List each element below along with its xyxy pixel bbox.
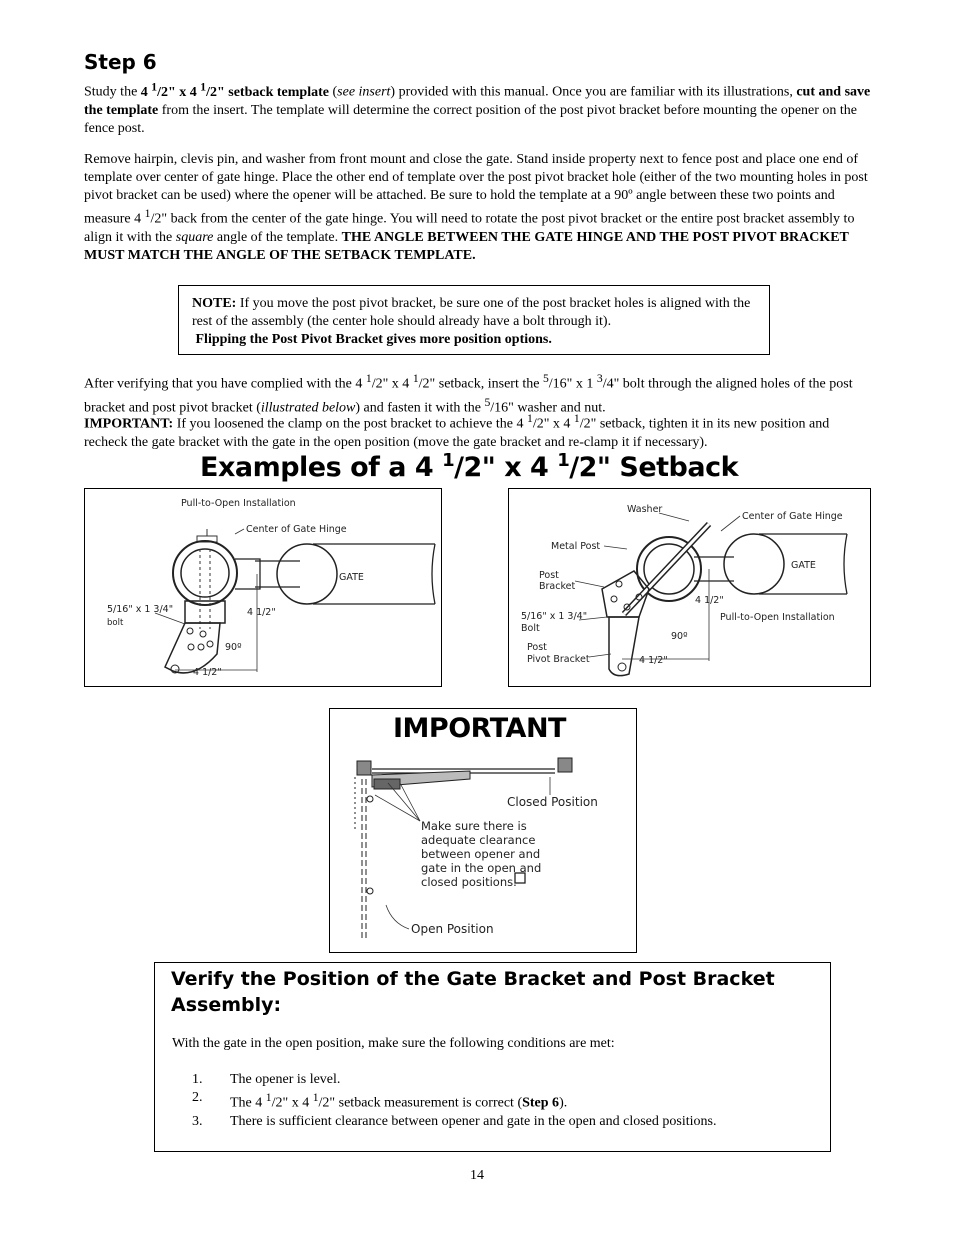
angle-label: 90º (225, 642, 242, 653)
page-number: 14 (470, 1168, 484, 1183)
text: /2" setback, tighten it in its new position and recheck the gate bracket with the gate in the open position (move the gate bracket and re-clamp it if necessary). (84, 416, 830, 450)
post-bracket-label: Post (539, 570, 559, 581)
text: from the insert. The template will determine the correct position of the post pivot bracket before mounting the opener on the fence post. (84, 102, 858, 136)
item-number: 2. (192, 1090, 203, 1105)
text: /2" setback, insert the (418, 376, 543, 392)
text: 5 (484, 395, 491, 409)
clearance-note-3: between opener and (421, 847, 541, 861)
pivot-bracket-label-2: Pivot Bracket (527, 654, 590, 665)
text: 1 (151, 80, 158, 93)
text: ) and fasten it with the (355, 400, 485, 416)
text: 1 (200, 80, 207, 93)
text: see insert (337, 84, 391, 100)
clearance-note-5: closed positions. (421, 875, 517, 889)
closed-position-label: Closed Position (507, 795, 598, 809)
important-title: IMPORTANT (393, 713, 566, 744)
item-number: 1. (192, 1072, 203, 1087)
text: /2" x 4 (532, 416, 574, 432)
hinge-label: Center of Gate Hinge (246, 524, 347, 535)
text: /2" x 4 (271, 1095, 313, 1111)
open-position-label: Open Position (411, 922, 494, 936)
step-title: Step 6 (84, 50, 157, 74)
text: ) provided with this manual. Once you are familiar with its illustrations, (390, 84, 797, 100)
text: There is sufficient clearance between opener and gate in the open and closed positions. (230, 1113, 717, 1129)
text: ( (328, 84, 338, 100)
text: angle of the template. (213, 229, 342, 245)
left-setback-diagram (85, 489, 440, 685)
bolt-label-2: Bolt (521, 623, 540, 634)
important-figure (329, 708, 637, 953)
list-item (172, 1071, 732, 1089)
pivot-bracket-label: Post (527, 642, 547, 653)
text: THE ANGLE BETWEEN THE GATE HINGE AND THE POST PIVOT BRACKET MUST MATCH THE ANGLE OF THE SETBACK TEMPLATE. (84, 229, 849, 263)
verify-title: Verify the Position of the Gate Bracket and Post Bracket Assembly: (171, 968, 775, 1016)
horizontal-dimension: 4 1/2" (193, 667, 222, 678)
vertical-dimension: 4 1/2" (247, 607, 276, 618)
text: 1 (265, 1091, 272, 1104)
text: The opener is level. (230, 1072, 341, 1087)
text: cut and save the template (84, 84, 871, 118)
examples-title (200, 450, 738, 483)
note-tip: Flipping the Post Pivot Bracket gives more position options. (195, 332, 552, 347)
verify-list (172, 1071, 732, 1131)
left-setback-figure (84, 488, 442, 687)
text: ). (559, 1095, 568, 1111)
item-number: 3. (192, 1113, 203, 1129)
verify-box (154, 962, 831, 1152)
text: Study the (84, 84, 141, 100)
text: If you loosened the clamp on the post bracket to achieve the 4 (173, 416, 527, 432)
text: Examples of a 4 (200, 452, 443, 483)
text: 1 (312, 1091, 319, 1104)
text: 1 (573, 412, 580, 425)
text: 3 (596, 372, 603, 385)
text: /4" bolt through the aligned holes of the post bracket and post pivot bracket ( (84, 376, 853, 416)
text: The 4 (230, 1095, 266, 1111)
horizontal-dimension: 4 1/2" (639, 655, 668, 666)
text: 1 (526, 412, 533, 425)
text: 1 (442, 450, 455, 471)
text: Remove hairpin, clevis pin, and washer from front mount and close the gate. Stand inside property next to fence post and place one end of template over center of gate hinge. Place the other end of template over the post pivot bracket hole (either of the two mounting holes in post pivot bracket can be used) where the opener will be attached. Be sure to hold the template at a 90º angle between these two points and measure 4 (84, 152, 868, 227)
text: 1 (557, 450, 570, 471)
bolt-label: 5/16" x 1 3/4" (521, 611, 588, 622)
verify-intro: With the gate in the open position, make sure the following conditions are met: (172, 1036, 615, 1051)
step-intro-paragraph (84, 78, 874, 138)
bolt-label-2: bolt (107, 618, 124, 628)
text: 5 (542, 372, 549, 385)
washer-label: Washer (627, 504, 663, 515)
important-paragraph (84, 410, 874, 452)
text: /16" washer and nut. (490, 400, 606, 416)
text: /2" x 4 (157, 84, 201, 100)
text: 4 (140, 84, 152, 100)
hinge-label: Center of Gate Hinge (742, 511, 843, 522)
note-text: If you move the post pivot bracket, be sure one of the post bracket holes is aligned with the rest of the assembly (the center hole should already have a bolt through it). (192, 296, 751, 329)
right-setback-figure (508, 488, 871, 687)
text: /2" x 4 (371, 376, 413, 392)
text: /2" setback measurement is correct ( (318, 1095, 523, 1111)
clearance-diagram (330, 709, 635, 951)
right-setback-diagram (509, 489, 869, 685)
note-label: NOTE: (192, 296, 237, 311)
text: 1 (365, 372, 372, 385)
bolt-label: 5/16" x 1 3/4" (107, 604, 174, 615)
note-box (178, 285, 770, 355)
text: IMPORTANT: (84, 416, 174, 432)
post-bracket-label-2: Bracket (539, 581, 576, 592)
text: Step 6 (522, 1095, 560, 1111)
gate-label: GATE (339, 572, 364, 583)
list-item (172, 1089, 732, 1113)
text: /16" x 1 (548, 376, 597, 392)
clearance-note-2: adequate clearance (421, 833, 536, 847)
text: illustrated below (260, 400, 356, 416)
text: After verifying that you have complied with the 4 (84, 376, 366, 392)
install-label: Pull-to-Open Installation (720, 612, 835, 623)
text: /2" Setback (569, 452, 739, 483)
gate-label: GATE (791, 560, 816, 571)
text: /2" x 4 (454, 452, 558, 483)
text: 1 (412, 372, 419, 385)
angle-label: 90º (671, 631, 688, 642)
text: /2" back from the center of the gate hinge. You will need to rotate the post pivot bracket or the entire post bracket assembly to align it with the (84, 211, 855, 245)
metal-post-label: Metal Post (551, 541, 601, 552)
vertical-dimension: 4 1/2" (695, 595, 724, 606)
clearance-note-4: gate in the open and (421, 861, 542, 875)
clearance-note-1: Make sure there is (421, 819, 527, 833)
install-label: Pull-to-Open Installation (181, 498, 296, 509)
text: square (175, 229, 214, 245)
text: /2" setback template (206, 84, 329, 100)
list-item (172, 1113, 732, 1131)
step-instructions-paragraph (84, 151, 874, 265)
text: 1 (144, 207, 151, 220)
